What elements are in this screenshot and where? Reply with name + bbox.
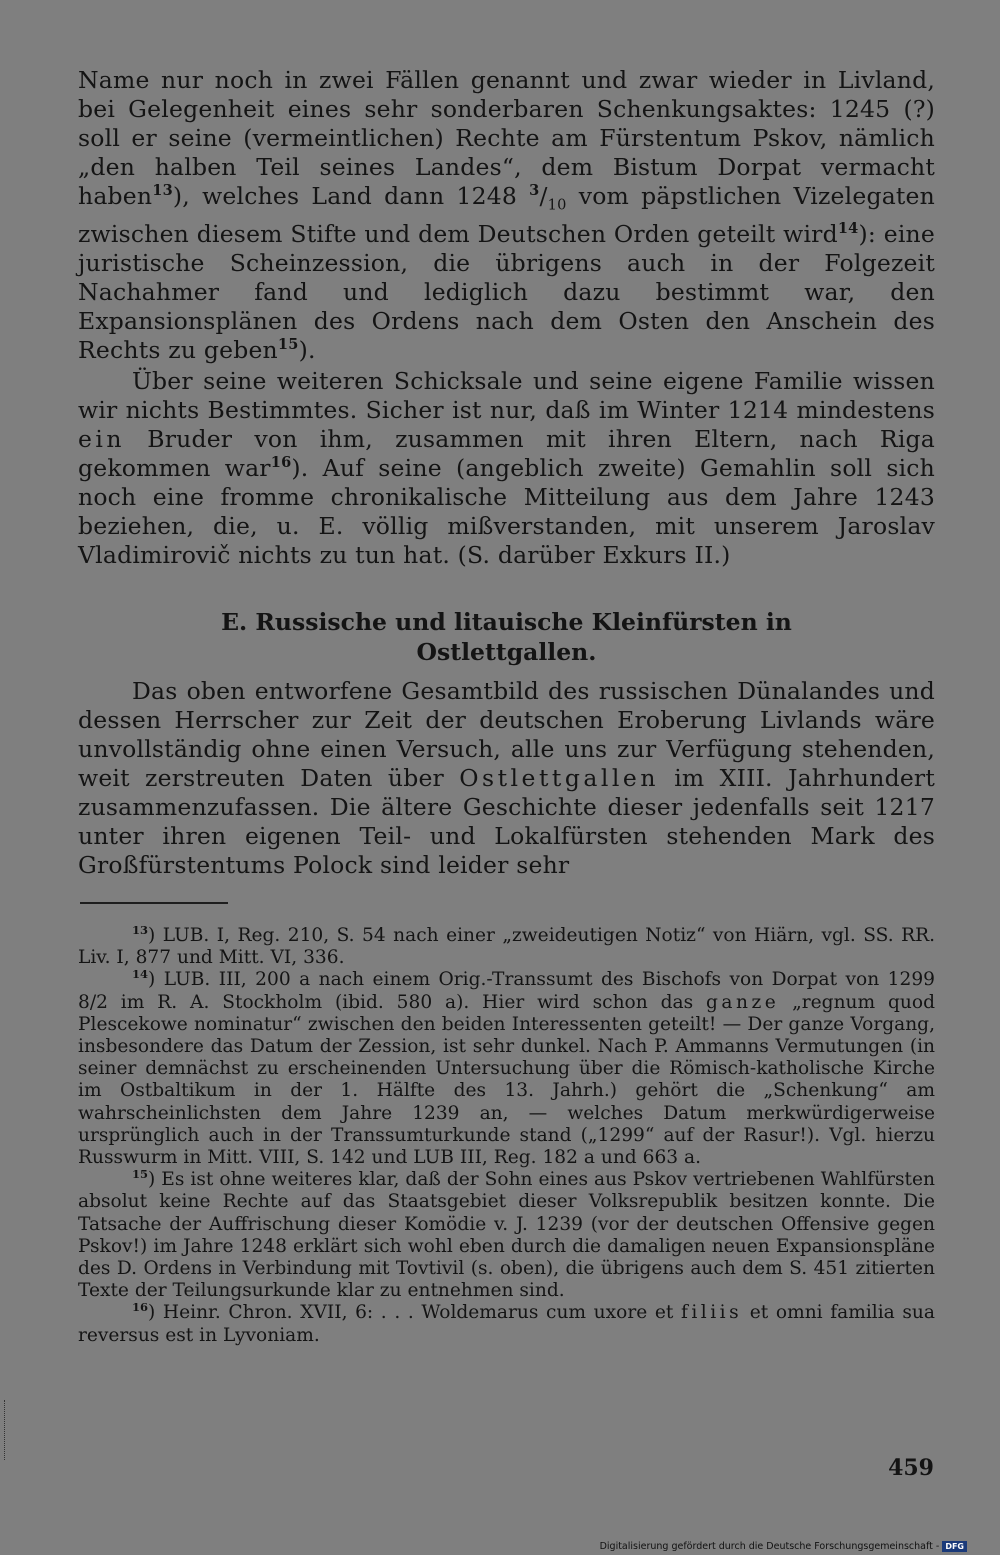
paragraph-1: Name nur noch in zwei Fällen genannt und zwar wieder in Livland, bei Gelegenheit eines sehr sonderbaren Schenkungsaktes: 1245 (?) soll er seine (vermeintlichen) Rechte am Fürstentum Pskov, nämlich „den halben Teil seines Landes“, dem Bistum Dorpat vermacht haben$^{13}$), welches Land dann 1248 $^3/_{10}$ vom päpstlichen Vizelegaten zwischen diesem Stifte und dem Deutschen Orden geteilt wird$^{14}$): eine juristische Scheinzession, die übrigens auch in der Folgezeit Nachahmer fand und lediglich dazu bestimmt war, den Expansionsplänen des Ordens nach dem Osten den Anschein des Rechts zu geben$^{15}$). bbox=[78, 66, 935, 364]
footnote-ref[interactable]: 13 bbox=[152, 182, 173, 200]
section-heading bbox=[78, 607, 935, 667]
footnote-number: 16 bbox=[132, 1300, 149, 1315]
footnote-text: ) Es ist ohne weiteres klar, daß der Sohn eines aus Pskov vertriebenen Wahlfürsten absolut keine Rechte auf das Staatsgebiet dieser Volksrepublik besitzen konnte. Die Tatsache der Auffrischung dieser Komödie v. J. 1239 (vor der deutschen Offensive gegen Pskov!) im Jahre 1248 erklärt sich wohl eben durch die damaligen neuen Expansionspläne des D. Ordens in Verbindung mit Tovtivil (s. oben), die übrigens auch dem S. 451 zitierten Texte der Teilungsurkunde klar zu entnehmen sind. bbox=[78, 1169, 935, 1302]
credit-text: Digitalisierung gefördert durch die Deutsche Forschungsgemeinschaft - bbox=[599, 1541, 940, 1552]
paragraph-text: vom päpstlichen Vizelegaten zwischen diesem Stifte und dem Deutschen Orden geteilt wird bbox=[78, 182, 935, 248]
footnote-text: ) LUB. III, 200 a nach einem Orig.-Transsumt des Bischofs von Dorpat von 1299 8/2 im R. A. Stockholm (ibid. 580 a). Hier wird schon das bbox=[78, 969, 935, 1013]
paragraph-text: Über seine weiteren Schicksale und seine eigene Familie wissen wir nichts Bestimmtes. Sicher ist nur, daß im Winter 1214 mindestens bbox=[78, 367, 935, 424]
footnote-ref[interactable]: 14 bbox=[837, 219, 859, 237]
paragraph-text: Bruder von ihm, zusammen mit ihren Eltern, nach Riga gekommen war bbox=[78, 425, 935, 482]
paragraph-text: Name nur noch in zwei Fällen genannt und zwar wieder in Livland, bei Gelegenheit eines sehr sonderbaren Schenkungsaktes: 1245 (?) soll er seine (vermeintlichen) Rechte am Fürstentum Pskov, nämlich „den halben Teil seines Landes“, dem Bistum Dorpat vermacht haben bbox=[78, 66, 935, 210]
spaced-emphasis: ein bbox=[78, 425, 126, 453]
footnote-ref[interactable]: 16 bbox=[270, 454, 292, 472]
spaced-emphasis: Ostlettgallen bbox=[459, 764, 659, 792]
heading-line-2: Ostlettgallen. bbox=[416, 638, 597, 666]
paragraph-text: ). Auf seine (angeblich zweite) Gemahlin soll sich noch eine fromme chronikalische Mitteilung aus dem Jahre 1243 beziehen, die, u. E. völlig mißverstanden, mit unserem Jaroslav Vladimirovič nichts zu tun hat. (S. darüber Exkurs II.) bbox=[78, 454, 935, 569]
paragraph-text: ). bbox=[298, 335, 316, 364]
dfg-logo-icon[interactable]: DFG bbox=[942, 1541, 967, 1552]
paragraph-text: ), welches Land dann 1248 bbox=[172, 182, 530, 210]
footnote-ref[interactable]: 15 bbox=[277, 335, 299, 353]
heading-line-1: E. Russische und litauische Kleinfürsten in bbox=[221, 608, 792, 636]
footnote-number: 13 bbox=[132, 922, 149, 937]
footnote-13 bbox=[78, 922, 935, 969]
paragraph-text: Das oben entworfene Gesamtbild des russischen Dünalandes und dessen Herrscher zur Zeit der deutschen Eroberung Livlands wäre unvollständig ohne einen Versuch, alle uns zur Verfügung stehenden, weit zerstreuten Daten über bbox=[78, 677, 935, 792]
footnote-text: et omni familia sua reversus est in Lyvoniam. bbox=[78, 1302, 935, 1346]
footnote-14 bbox=[78, 969, 935, 1169]
page-number: 459 bbox=[888, 1455, 934, 1481]
spaced-emphasis: ganze bbox=[706, 991, 780, 1013]
digitization-credit bbox=[600, 1541, 967, 1552]
footnote-16 bbox=[78, 1302, 935, 1346]
paragraph-2 bbox=[78, 367, 935, 570]
fraction-denominator: 10 bbox=[547, 196, 567, 214]
footnote-text: ) LUB. I, Reg. 210, S. 54 nach einer „zweideutigen Notiz“ von Hiärn, vgl. SS. RR. Liv. I, 877 und Mitt. VI, 336. bbox=[78, 925, 935, 969]
paragraph-3 bbox=[78, 677, 935, 880]
footnote-number: 14 bbox=[132, 967, 149, 982]
paragraph-text: im XIII. Jahrhundert zusammenzufassen. Die ältere Geschichte dieser jedenfalls seit 1217 unter ihren eigenen Teil- und Lokalfürsten stehenden Mark des Großfürstentums Polock sind leider sehr bbox=[78, 764, 936, 879]
footnotes bbox=[78, 922, 935, 1347]
footnote-15 bbox=[78, 1169, 935, 1302]
scan-margin-marks bbox=[4, 1400, 7, 1460]
footnote-divider bbox=[80, 902, 228, 904]
footnote-text: „regnum quod Plescekowe nominatur“ zwischen den beiden Interessenten geteilt! — Der ganze Vorgang, insbesondere das Datum der Zession, ist sehr dunkel. Nach P. Ammanns Vermutungen (in seiner demnächst zu erscheinenden Untersuchung über die Römisch-katholische Kirche im Ostbaltikum in der 1. Hälfte des 13. Jahrh.) gehört die „Schenkung“ am wahrscheinlichsten dem Jahre 1239 an, — welches Datum merkwürdigerweise ursprünglich auch in der Transsumturkunde stand („1299“ auf der Rasur!). Vgl. hierzu Russwurm in Mitt. VIII, S. 142 und LUB III, Reg. 182 a und 663 a. bbox=[78, 991, 935, 1169]
fraction-numerator: 3 bbox=[529, 182, 540, 200]
footnote-text: ) Heinr. Chron. XVII, 6: . . . Woldemarus cum uxore et bbox=[148, 1302, 681, 1324]
footnote-number: 15 bbox=[132, 1167, 149, 1182]
spaced-emphasis: filiis bbox=[680, 1302, 743, 1324]
paragraph-text: ): eine juristische Scheinzession, die übrigens auch in der Folgezeit Nachahmer fand und lediglich dazu bestimmt war, den Expansionsplänen des Ordens nach dem Osten den Anschein des Rechts zu geben bbox=[78, 219, 935, 364]
